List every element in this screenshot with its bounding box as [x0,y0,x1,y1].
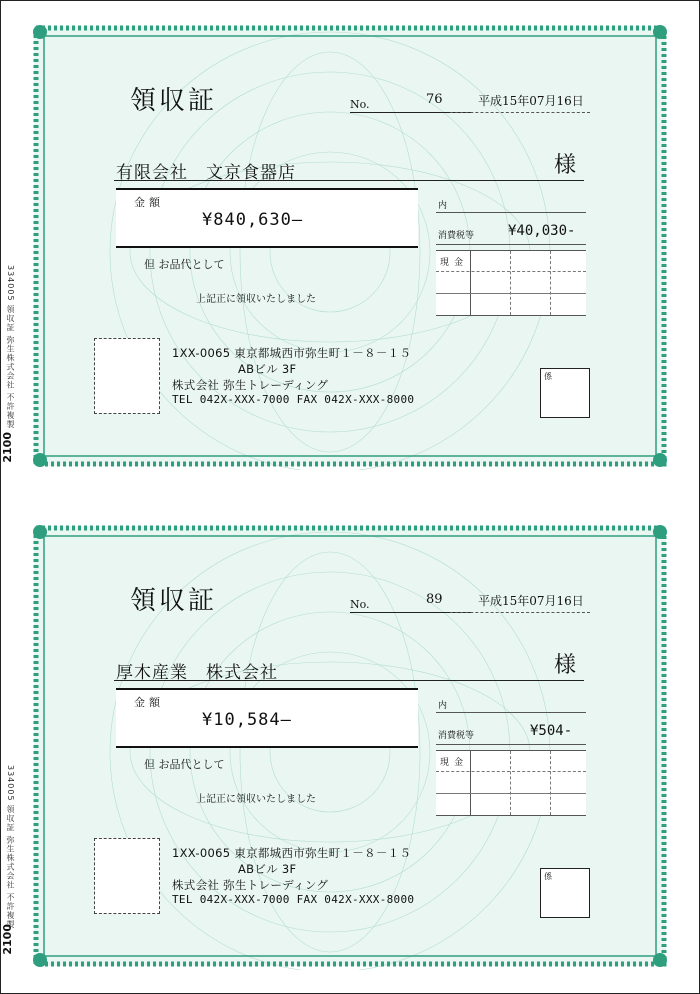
tax-line [436,244,586,245]
breakdown-line [436,712,586,713]
purpose-text: 但 お品代として [144,258,225,271]
tax-line [436,744,586,745]
customer-underline [114,180,584,181]
receipt-number: 76 [426,92,443,107]
breakdown-line [436,212,586,213]
issuer-address: 1XX-0065 東京都城西市弥生町１－８－１５ [172,846,412,860]
number-label: No. [350,98,370,111]
revenue-stamp-box [94,838,160,914]
amount-box [116,688,418,748]
receipt-1 [30,22,670,470]
receipt-title: 領収証 [130,586,218,616]
number-label: No. [350,598,370,611]
customer-underline [114,680,584,681]
purpose-text: 但 お品代として [144,758,225,771]
receipt-date: 平成15年07月16日 [478,594,584,608]
cash-row-line [436,271,586,272]
cash-table [436,250,586,316]
issuer-company: 株式会社 弥生トレーディング [172,378,329,392]
date-underline [450,112,590,113]
amount-label: 金額 [134,196,164,209]
customer-name: 厚木産業 株式会社 [116,663,278,683]
side-form-code: 334005 領収証 弥生株式会社 不許複製 [6,265,15,430]
issuer-contact: TEL 042X-XXX-7000 FAX 042X-XXX-8000 [172,393,415,406]
side-form-code-2: 334005 領収証 弥生株式会社 不許複製 [6,765,15,930]
breakdown-label: 内 [438,201,448,211]
tax-value: ¥504- [530,723,573,739]
confirmation-text: 上記正に領収いたしました [196,794,316,805]
issuer-building: ABビル 3F [238,362,297,376]
cash-label: 現金 [440,258,469,268]
staff-label: 係 [544,372,552,381]
revenue-stamp-box [94,338,160,414]
receipt-2 [30,522,670,970]
issuer-company: 株式会社 弥生トレーディング [172,878,329,892]
amount-value: ¥840,630— [202,210,304,230]
customer-name: 有限会社 文京食器店 [116,163,296,183]
cash-row-line [436,793,586,794]
side-logo-2: 2100 [1,924,14,955]
cash-label: 現金 [440,758,469,768]
amount-label: 金額 [134,696,164,709]
cash-row-line [436,771,586,772]
cash-divider [470,751,471,815]
receipt-date: 平成15年07月16日 [478,94,584,108]
tax-value: ¥40,030- [508,223,576,239]
staff-seal-box [540,868,590,918]
cash-divider [550,751,551,815]
staff-label: 係 [544,872,552,881]
cash-divider [510,751,511,815]
cash-divider [510,251,511,315]
amount-box [116,188,418,248]
confirmation-text: 上記正に領収いたしました [196,294,316,305]
tax-label: 消費税等 [438,231,475,241]
date-underline [450,612,590,613]
cash-table [436,750,586,816]
staff-seal-box [540,368,590,418]
cash-divider [550,251,551,315]
breakdown-label: 内 [438,701,448,711]
issuer-building: ABビル 3F [238,862,297,876]
honorific: 様 [554,153,577,178]
receipt-number: 89 [426,592,443,607]
side-logo: 2100 [1,432,14,463]
issuer-contact: TEL 042X-XXX-7000 FAX 042X-XXX-8000 [172,893,415,906]
cash-divider [470,251,471,315]
amount-value: ¥10,584— [202,710,292,730]
cash-row-line [436,293,586,294]
tax-label: 消費税等 [438,731,475,741]
issuer-address: 1XX-0065 東京都城西市弥生町１－８－１５ [172,346,412,360]
receipt-title: 領収証 [130,86,218,116]
honorific: 様 [554,653,577,678]
